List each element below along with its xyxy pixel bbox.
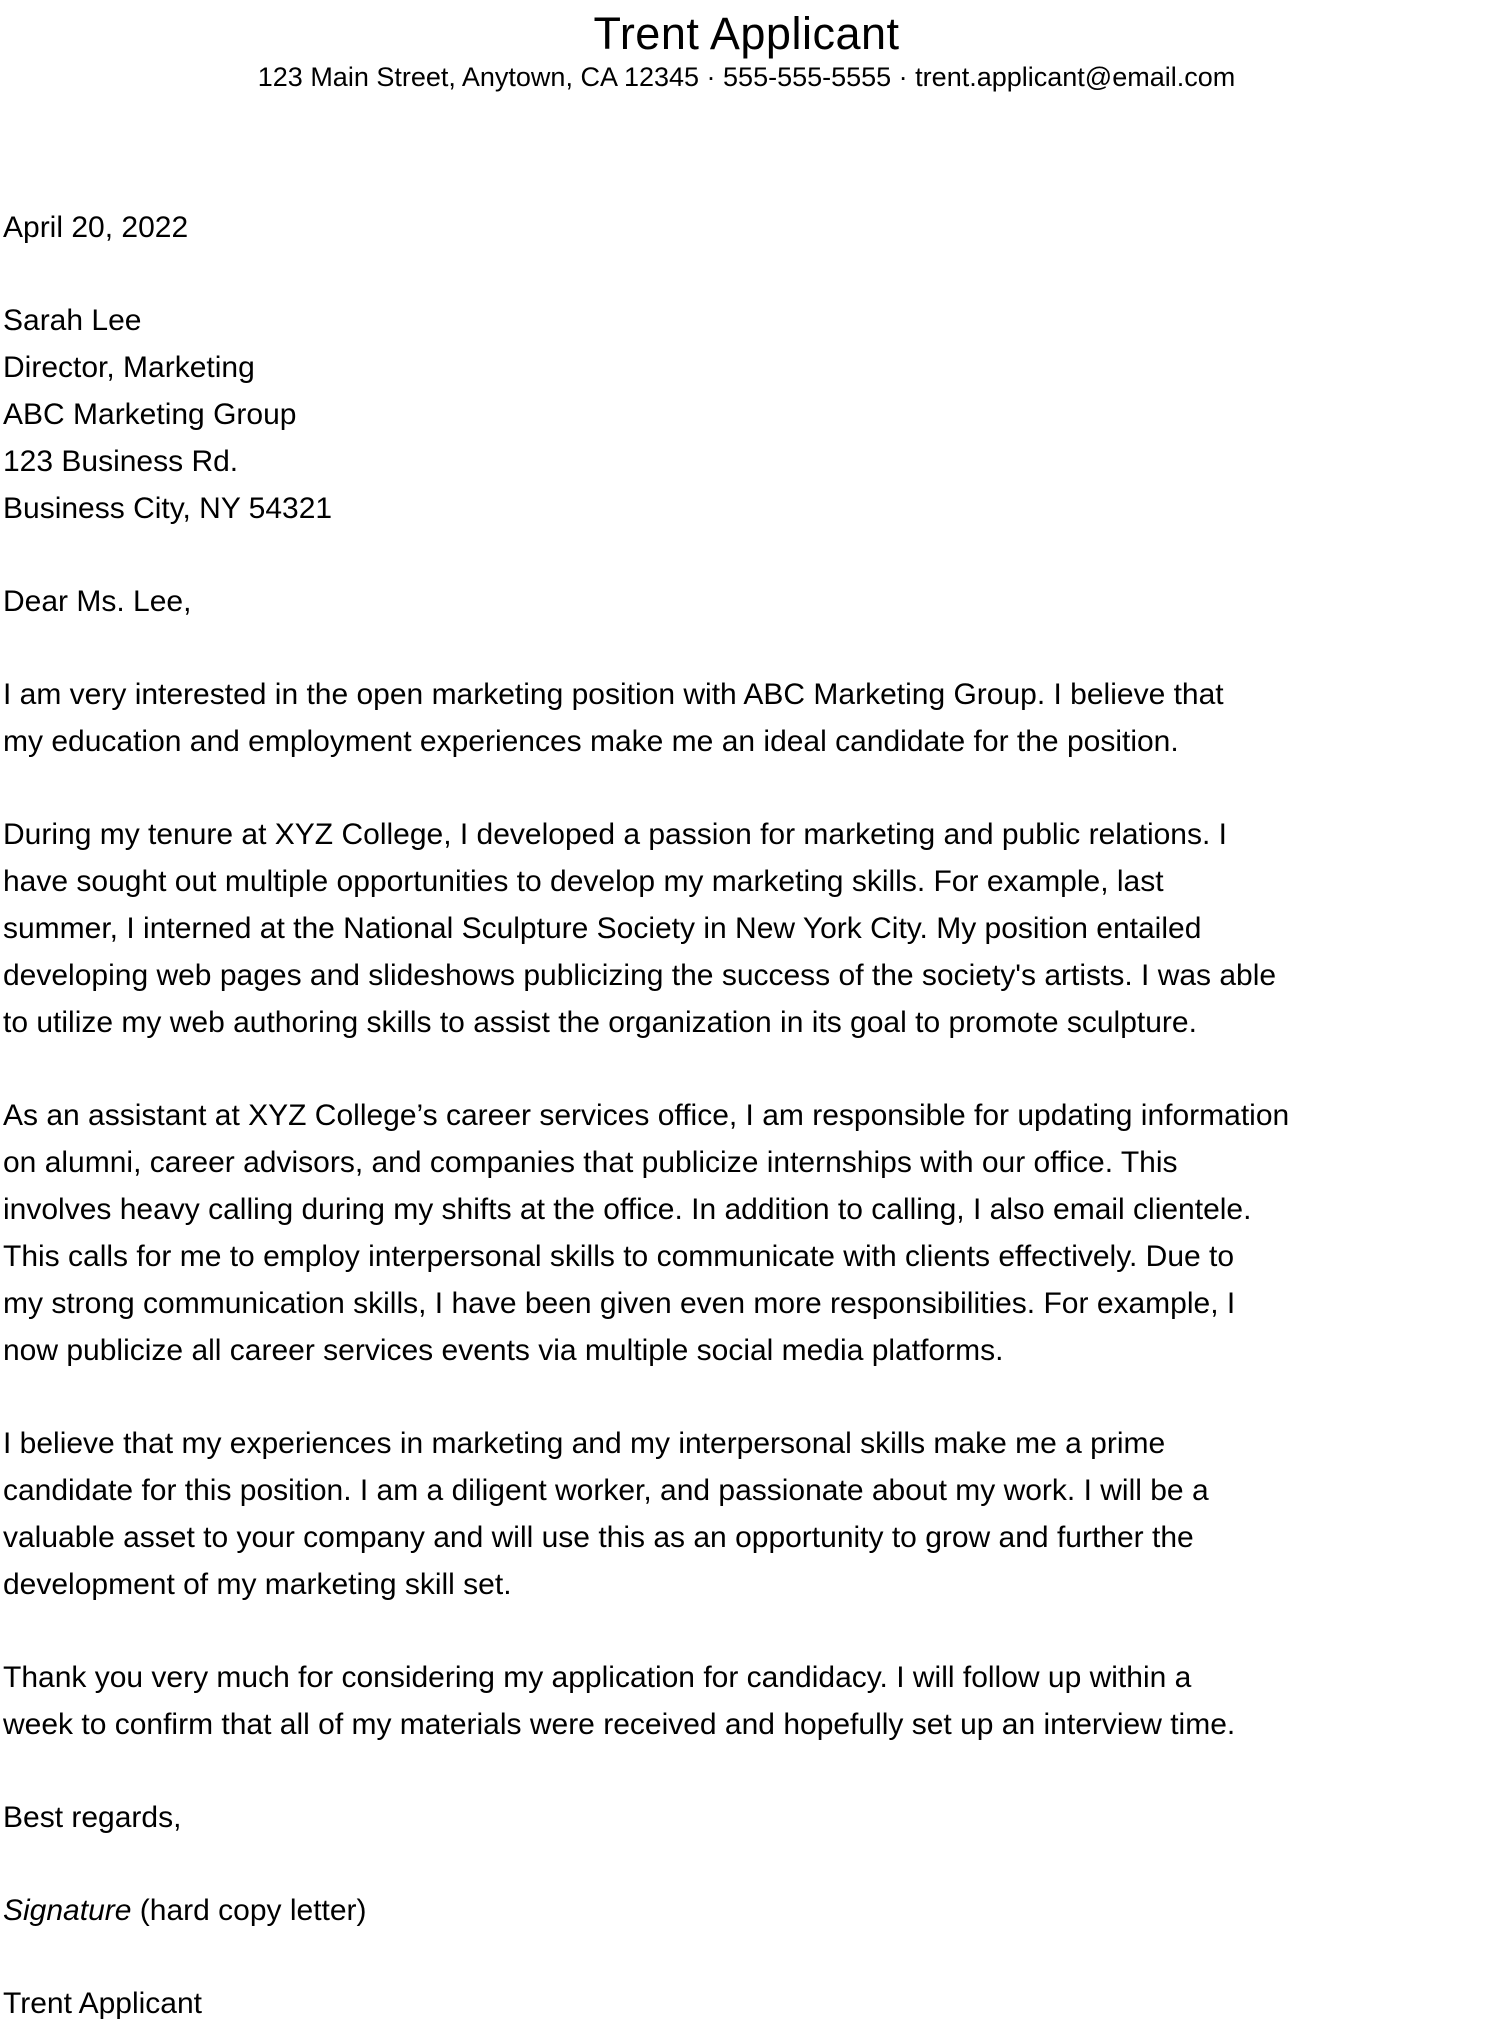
date-line: April 20, 2022 bbox=[3, 211, 189, 244]
paragraph-line: candidate for this position. I am a diligent worker, and passionate about my work. I will be a bbox=[3, 1474, 1209, 1507]
paragraph-line: developing web pages and slideshows publicizing the success of the society's artists. I was able bbox=[3, 959, 1277, 992]
paragraph-line: my education and employment experiences make me an ideal candidate for the position. bbox=[3, 725, 1179, 758]
page-title: Trent Applicant bbox=[593, 8, 900, 59]
recipient-title: Director, Marketing bbox=[3, 351, 255, 384]
paragraph-line: have sought out multiple opportunities to develop my marketing skills. For example, last bbox=[3, 865, 1164, 898]
paragraph-line: I believe that my experiences in marketing and my interpersonal skills make me a prime bbox=[3, 1427, 1166, 1460]
signature-note: (hard copy letter) bbox=[131, 1894, 367, 1927]
paragraph-line: now publicize all career services events via multiple social media platforms. bbox=[3, 1334, 1004, 1367]
recipient-street: 123 Business Rd. bbox=[3, 445, 239, 478]
paragraph-line: This calls for me to employ interpersonal skills to communicate with clients effectively. Due to bbox=[3, 1240, 1235, 1273]
paragraph-line: week to confirm that all of my materials were received and hopefully set up an interview time. bbox=[3, 1708, 1236, 1741]
signature-line bbox=[3, 1887, 1490, 1934]
letterhead bbox=[3, 8, 1490, 94]
closing-regards: Best regards, bbox=[3, 1801, 182, 1834]
paragraph-thanks bbox=[3, 1654, 1490, 1748]
paragraph-line: During my tenure at XYZ College, I developed a passion for marketing and public relations. I bbox=[3, 818, 1227, 851]
contact-info-line: 123 Main Street, Anytown, CA 12345 · 555-555-5555 · trent.applicant@email.com bbox=[257, 62, 1236, 92]
paragraph-line: my strong communication skills, I have been given even more responsibilities. For example, I bbox=[3, 1287, 1236, 1320]
paragraph-line: valuable asset to your company and will use this as an opportunity to grow and further the bbox=[3, 1521, 1194, 1554]
recipient-company: ABC Marketing Group bbox=[3, 398, 297, 431]
paragraph-assistant-role bbox=[3, 1092, 1490, 1374]
paragraph-line: on alumni, career advisors, and companies that publicize internships with our office. This bbox=[3, 1146, 1178, 1179]
paragraph-qualifications bbox=[3, 1420, 1490, 1608]
paragraph-line: to utilize my web authoring skills to assist the organization in its goal to promote sculpture. bbox=[3, 1006, 1197, 1039]
paragraph-line: I am very interested in the open marketing position with ABC Marketing Group. I believe that bbox=[3, 678, 1224, 711]
recipient-name: Sarah Lee bbox=[3, 304, 142, 337]
paragraph-line: summer, I interned at the National Sculpture Society in New York City. My position entailed bbox=[3, 912, 1202, 945]
recipient-address-block bbox=[3, 297, 1490, 532]
paragraph-line: involves heavy calling during my shifts at the office. In addition to calling, I also email clientele. bbox=[3, 1193, 1252, 1226]
paragraph-line: As an assistant at XYZ College’s career services office, I am responsible for updating information bbox=[3, 1099, 1290, 1132]
paragraph-line: Thank you very much for considering my application for candidacy. I will follow up within a bbox=[3, 1661, 1192, 1694]
paragraph-college-experience bbox=[3, 811, 1490, 1046]
signed-name: Trent Applicant bbox=[3, 1987, 202, 2020]
salutation: Dear Ms. Lee, bbox=[3, 585, 192, 618]
paragraph-line: development of my marketing skill set. bbox=[3, 1568, 512, 1601]
paragraph-intro bbox=[3, 671, 1490, 765]
recipient-city: Business City, NY 54321 bbox=[3, 492, 333, 525]
signature-placeholder: Signature bbox=[3, 1894, 132, 1927]
